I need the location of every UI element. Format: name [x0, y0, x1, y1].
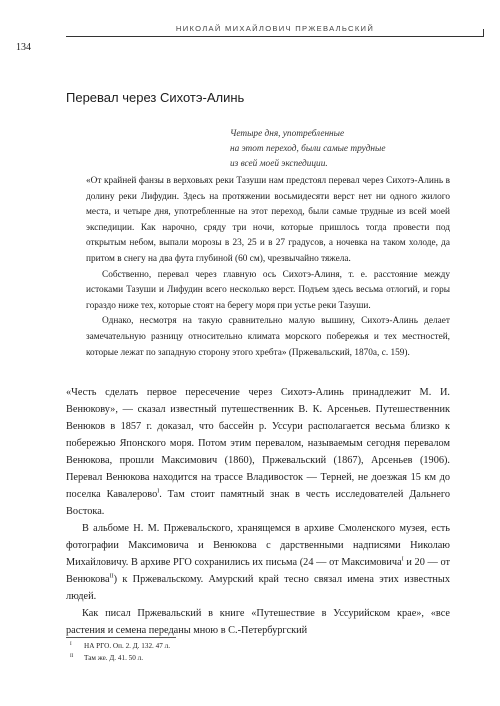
chapter-title: Перевал через Сихотэ-Алинь — [66, 90, 245, 105]
footnote-text: Там же. Д. 41. 50 л. — [84, 654, 144, 662]
quote-paragraph: «От крайней фанзы в верховьях реки Тазуши нам предстоял перевал через Сихотэ-Алинь в долину реки Лифудин. Здесь на протяжении восьмидесяти верст нет ни одного жилого места, и четыре дня, употребленные на этот переход, были самые трудные из всей моей экспедиции. Как нарочно, сряду три ночи, которые пришлось тогда провести под открытым небом, выпали морозы в 23, 25 и в 27 градусов, а ночевка на таком холоде, да притом в снегу на два фута глубиной (60 см), чрезвычайно тяжела. — [86, 176, 450, 264]
epigraph — [230, 127, 450, 172]
footnote-ref[interactable]: I — [401, 556, 404, 563]
body-paragraph — [66, 520, 450, 605]
footnote-ref[interactable]: I — [157, 488, 160, 495]
footnotes — [66, 640, 170, 664]
epigraph-line: из всей моей экспедиции. — [230, 159, 328, 169]
footnote-mark: II — [70, 654, 74, 659]
epigraph-line: Четыре дня, употребленные — [230, 129, 345, 139]
footnote-ref[interactable]: II — [109, 573, 114, 580]
body-text-run: ) к Пржевальскому. Амурский край тесно связал имена этих известных людей. — [66, 574, 450, 602]
body-text — [66, 384, 450, 639]
footnote-text: НА РГО. Оп. 2. Д. 132. 47 л. — [84, 642, 170, 650]
header-rule — [66, 36, 484, 37]
footnote — [66, 652, 170, 664]
epigraph-line: на этот переход, были самые трудные — [230, 144, 386, 154]
page-number: 134 — [16, 42, 31, 53]
body-paragraph — [66, 384, 450, 520]
body-text-run: В альбоме Н. М. Пржевальского, хранящемся в архиве Смоленского музея, есть фотографии Максимовича и Венюкова с дарственными надписями Николаю Михайловичу. В архиве РГО сохранились их письма (24 — от Максимовича — [66, 523, 450, 568]
body-text-run: и 20 — от Венюкова — [66, 557, 451, 585]
footnote-rule — [66, 637, 176, 638]
header-rule-tick — [483, 29, 484, 37]
block-quote — [86, 174, 450, 361]
body-paragraph — [66, 605, 450, 639]
body-text-run: . Там стоит памятный знак в честь исследователей Дальнего Востока. — [66, 489, 450, 517]
footnote-mark: I — [70, 642, 72, 647]
footnote — [66, 640, 170, 652]
body-text-run: «Честь сделать первое пересечение через Сихотэ-Алинь принадлежит М. И. Венюкову», — сказал известный путешественник В. К. Арсеньев. Путешественник Венюков в 1857 г. доказал, что бассейн р. Уссури располагается весьма близко к побережью Японского моря. Потом этим перевалом, называемым сегодня перевалом Венюкова, прошли Максимович (1860), Пржевальский (1867), Арсеньев (1906). Перевал Венюкова находится на трассе Владивосток — Терней, не доезжая 15 км до поселка Кавалерово — [66, 387, 450, 500]
running-head: НИКОЛАЙ МИХАЙЛОВИЧ ПРЖЕВАЛЬСКИЙ — [175, 24, 375, 33]
body-text-run: Как писал Пржевальский в книге «Путешествие в Уссурийском крае», «все растения и семена переданы мною в С.-Петербургский — [66, 608, 450, 636]
quote-paragraph: Собственно, перевал через главную ось Сихотэ-Алиня, т. е. расстояние между истоками Тазуши и Лифудин всего несколько верст. Подъем здесь весьма отлогий, и горы гораздо ниже тех, которые стоят на берегу моря при устье реки Тазуши. — [86, 269, 450, 311]
quote-paragraph: Однако, несмотря на такую сравнительно малую вышину, Сихотэ-Алинь делает замечательную разницу относительно климата морского побережья и тех местностей, которые лежат по западную сторону этого хребта» (Пржевальский, 1870а, с. 159). — [86, 316, 450, 358]
